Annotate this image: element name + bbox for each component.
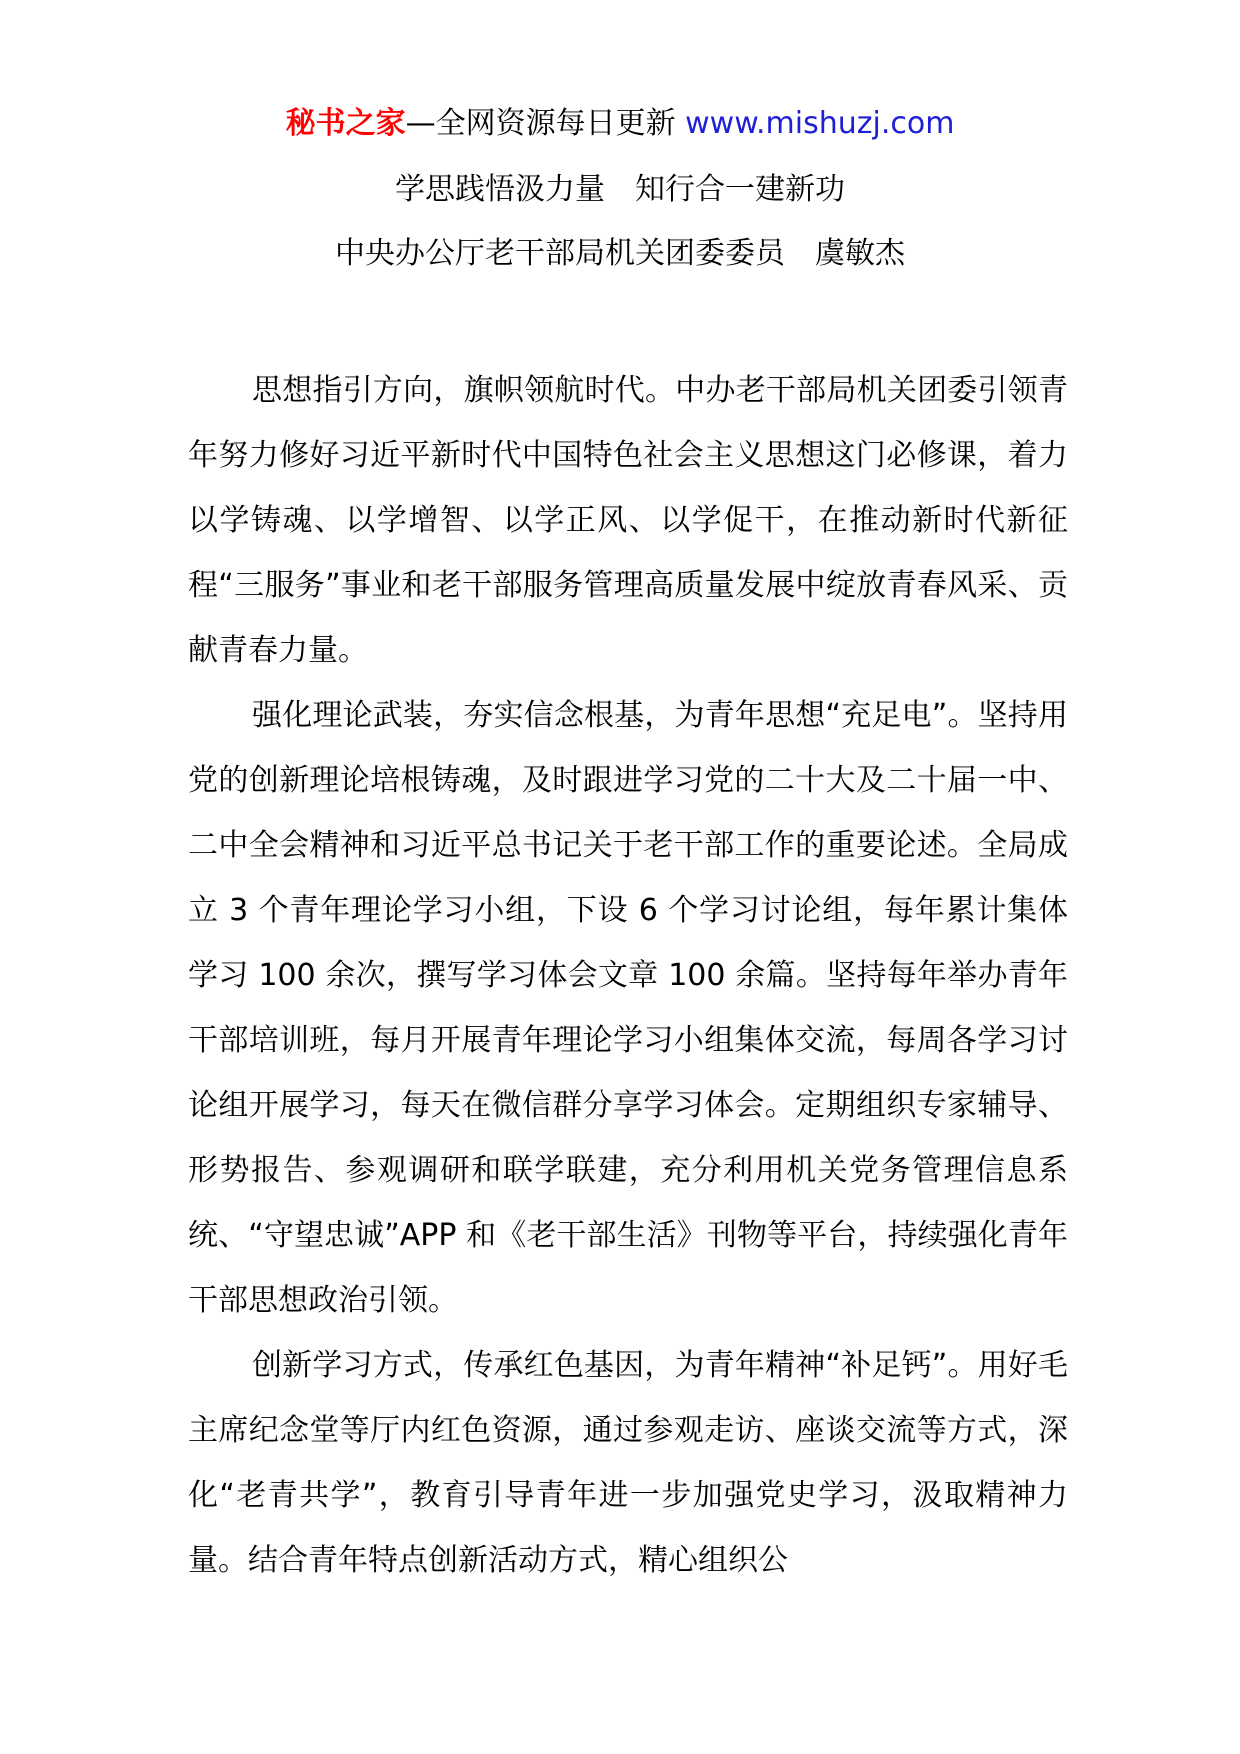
paragraph-3: 创新学习方式，传承红色基因，为青年精神“补足钙”。用好毛主席纪念堂等厅内红色资源，通过参观走访、座谈交流等方式，深化“老青共学”，教育引导青年进一步加强党史学习，汲取精神力量。结合青年特点创新活动方式，精心组织公	[188, 1348, 1068, 1578]
site-tagline: —全网资源每日更新	[405, 106, 686, 141]
site-url-link[interactable]: www.mishuzj.com	[685, 106, 955, 141]
paragraph-2: 强化理论武装，夯实信念根基，为青年思想“充足电”。坚持用党的创新理论培根铸魂，及时跟进学习党的二十大及二十届一中、二中全会精神和习近平总书记关于老干部工作的重要论述。全局成立 3 个青年理论学习小组，下设 6 个学习讨论组，每年累计集体学习 100 余次，撰写学习体会文章 100 余篇。坚持每年举办青年干部培训班，每月开展青年理论学习小组集体交流，每周各学习讨论组开展学习，每天在微信群分享学习体会。定期组织专家辅导、形势报告、参观调研和联学联建，充分利用机关党务管理信息系统、“守望忠诚”APP 和《老干部生活》刊物等平台，持续强化青年干部思想政治引领。	[188, 698, 1068, 1318]
paragraph-1: 思想指引方向，旗帜领航时代。中办老干部局机关团委引领青年努力修好习近平新时代中国特色社会主义思想这门必修课，着力以学铸魂、以学增智、以学正风、以学促干，在推动新时代新征程“三服务”事业和老干部服务管理高质量发展中绽放青春风采、贡献青春力量。	[188, 373, 1068, 668]
article-body	[188, 358, 1068, 1593]
article-author: 中央办公厅老干部局机关团委委员 虞敏杰	[335, 236, 905, 271]
brand-name: 秘书之家	[285, 106, 406, 141]
article-title: 学思践悟汲力量 知行合一建新功	[395, 172, 845, 207]
site-header	[0, 104, 1240, 144]
